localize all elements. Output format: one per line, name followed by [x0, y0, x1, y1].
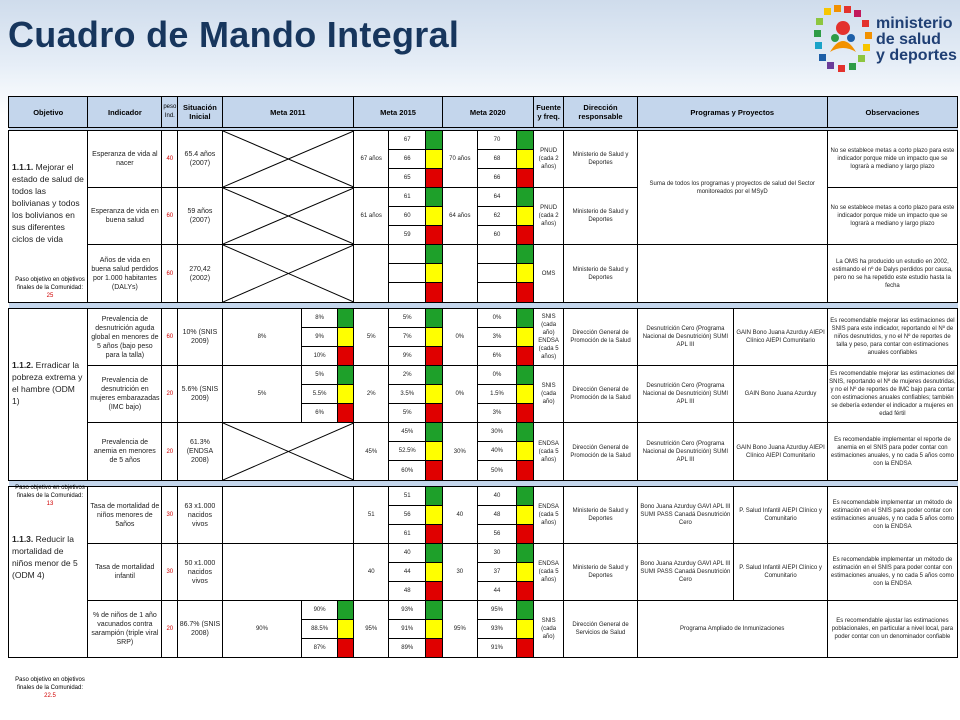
green-light — [337, 309, 354, 328]
programs-list: Bono Juana Azurduy GAVI APL III SUMI PASS Canadá Desnutrición Cero — [637, 544, 734, 601]
projects-list: GAIN Bono Juana Azurduy AIEPI Clínico AIEPI Comunitario — [734, 423, 828, 481]
meta-2020-target: 64 años — [442, 188, 477, 245]
table-row — [9, 131, 958, 150]
meta-2020-green: 64 — [477, 188, 517, 207]
objective-weight-value: 13 — [46, 501, 54, 507]
green-light — [517, 131, 534, 150]
initial-situation: 86.7% (SNIS 2008) — [178, 601, 222, 658]
meta-2020-red: 3% — [477, 404, 517, 423]
green-light — [517, 366, 534, 385]
meta-2015-green: 40 — [389, 544, 426, 563]
meta-2020-red: 44 — [477, 582, 517, 601]
meta-2015-yellow: 52.5% — [389, 442, 426, 461]
meta-2011-yellow: 9% — [302, 328, 337, 347]
meta-2015-target: 5% — [354, 309, 389, 366]
projects-list: P. Salud Infantil AIEPI Clínico y Comunitario — [734, 544, 828, 601]
red-light — [517, 582, 534, 601]
observations: Es recomendable implementar el reporte de anemia en el SNIS para poder contar con estimaciones anuales, y no cada 5 años como con la ENDSA — [827, 423, 957, 481]
col-indicador: Indicador — [88, 97, 162, 128]
red-light — [426, 226, 443, 245]
red-light — [426, 347, 443, 366]
meta-2020-yellow: 62 — [477, 207, 517, 226]
objective-cell — [9, 309, 88, 481]
indicator-name: Prevalencia de desnutrición aguda global en menores de 5 años (bajo peso para la talla) — [88, 309, 162, 366]
red-light — [517, 639, 534, 658]
yellow-light — [517, 150, 534, 169]
table-row — [9, 423, 958, 442]
observations: Es recomendable ajustar las estimaciones poblacionales, en particular a nivel local, para poder contar con un denominador confiable — [827, 601, 957, 658]
indicator-name: Esperanza de vida en buena salud — [88, 188, 162, 245]
green-light — [426, 601, 443, 620]
yellow-light — [517, 207, 534, 226]
objective-weight-box-1 — [10, 276, 90, 300]
meta-2015-target: 40 — [354, 544, 389, 601]
green-light — [337, 601, 354, 620]
meta-2015-red: 89% — [389, 639, 426, 658]
meta-2015-target: 51 — [354, 487, 389, 544]
objective-number: 1.1.2. — [12, 360, 34, 370]
green-light — [517, 487, 534, 506]
meta-2020-red: 60 — [477, 226, 517, 245]
yellow-light — [517, 506, 534, 525]
initial-situation: 63 x1.000 nacidos vivos — [178, 487, 222, 544]
page-title: Cuadro de Mando Integral — [8, 14, 460, 55]
objective-weight-label: Paso objetivo en objetivos finales de la Comunidad: — [15, 485, 85, 499]
objective-text: Erradicar la pobreza extrema y el hambre (ODM 1) — [12, 360, 83, 406]
responsible-direction: Dirección General de Promoción de la Salud — [564, 309, 637, 366]
col-programas: Programas y Proyectos — [637, 97, 827, 128]
meta-2020-red: 91% — [477, 639, 517, 658]
meta-2011-red: 6% — [302, 404, 337, 423]
programs-list: Desnutrición Cero (Programa Nacional de Desnutrición) SUMI APL III — [637, 309, 734, 366]
indicator-name: Esperanza de vida al nacer — [88, 131, 162, 188]
indicator-weight: 20 — [162, 366, 178, 423]
meta-2015-yellow: 3.5% — [389, 385, 426, 404]
yellow-light — [426, 264, 443, 283]
responsible-direction: Ministerio de Salud y Deportes — [564, 131, 637, 188]
source-frequency: PNUD (cada 2 años) — [533, 188, 564, 245]
green-light — [426, 544, 443, 563]
yellow-light — [426, 150, 443, 169]
meta-2020-target: 0% — [442, 366, 477, 423]
meta-2015-yellow: 7% — [389, 328, 426, 347]
objective-weight-box-2 — [10, 484, 90, 508]
meta-2020-yellow: 37 — [477, 563, 517, 582]
indicator-weight: 30 — [162, 544, 178, 601]
meta-2015-red: 5% — [389, 404, 426, 423]
green-light — [426, 423, 443, 442]
initial-situation: 10% (SNIS 2009) — [178, 309, 222, 366]
yellow-light — [337, 328, 354, 347]
meta-2015-red: 61 — [389, 525, 426, 544]
not-applicable-cell — [222, 245, 354, 303]
red-light — [517, 226, 534, 245]
meta-2011-green: 8% — [302, 309, 337, 328]
not-applicable-cell — [222, 188, 354, 245]
green-light — [517, 601, 534, 620]
initial-situation: 5.6% (SNIS 2009) — [178, 366, 222, 423]
observations: Es recomendable implementar un método de estimación en el SNIS para poder contar con estimaciones anuales, y no cada 5 años como con la ENDSA — [827, 487, 957, 544]
meta-2020-red: 50% — [477, 461, 517, 481]
meta-2011-target: 5% — [222, 366, 302, 423]
meta-2020-green: 0% — [477, 366, 517, 385]
meta-2015-target: 45% — [354, 423, 389, 481]
meta-2015-green: 67 — [389, 131, 426, 150]
observations: Es recomendable mejorar las estimaciones del SNIS para este indicador, reportando el Nº de niños desnutridos, y no el Nº de reportes de talla y peso, para contar con estimaciones anuales confiables — [827, 309, 957, 366]
yellow-light — [517, 442, 534, 461]
meta-2015-green: 5% — [389, 309, 426, 328]
col-situacion: Situación Inicial — [178, 97, 222, 128]
responsible-direction: Dirección General de Servicios de Salud — [564, 601, 637, 658]
meta-2020-target: 30 — [442, 544, 477, 601]
meta-2015-yellow: 44 — [389, 563, 426, 582]
green-light — [426, 188, 443, 207]
green-light — [426, 309, 443, 328]
indicator-name: Tasa de mortalidad infantil — [88, 544, 162, 601]
observations: Es recomendable mejorar las estimaciones del SNIS, reportando el Nº de mujeres desnutridas, y no el Nº de reportes de IMC bajo para contar con estimaciones anuales confiables; también se debería extender el indicador a mujeres en edad fértil — [827, 366, 957, 423]
programs-projects: Programa Ampliado de Inmunizaciones — [637, 601, 827, 658]
meta-2020-green: 0% — [477, 309, 517, 328]
meta-2015-target: 67 años — [354, 131, 389, 188]
red-light — [426, 169, 443, 188]
ministry-logo — [810, 2, 960, 88]
meta-2015-green: 2% — [389, 366, 426, 385]
red-light — [517, 404, 534, 423]
initial-situation: 59 años (2007) — [178, 188, 222, 245]
logo-line-3: y deportes — [876, 47, 957, 64]
responsible-direction: Ministerio de Salud y Deportes — [564, 544, 637, 601]
ministry-emblem-icon — [810, 2, 876, 88]
green-light — [517, 188, 534, 207]
indicator-weight: 60 — [162, 245, 178, 303]
objective-weight-box-3 — [10, 676, 90, 700]
objective-text: Mejorar el estado de salud de todos las bolivianas y todos los bolivianos en sus diferentes ciclos de vida — [12, 162, 84, 244]
yellow-light — [426, 442, 443, 461]
green-light — [426, 366, 443, 385]
projects-list: GAIN Bono Juana Azurduy — [734, 366, 828, 423]
meta-2020-green: 30 — [477, 544, 517, 563]
yellow-light — [517, 328, 534, 347]
meta-2020-red: 6% — [477, 347, 517, 366]
logo-line-1: ministerio — [876, 15, 953, 32]
meta-2015-green: 93% — [389, 601, 426, 620]
col-fuente: Fuente y freq. — [533, 97, 564, 128]
meta-2015-target — [354, 245, 389, 303]
objective-cell — [9, 487, 88, 658]
indicator-name: % de niños de 1 año vacunados contra sarampión (triple viral SRP) — [88, 601, 162, 658]
programs-list: Desnutrición Cero (Programa Nacional de Desnutrición) SUMI APL III — [637, 423, 734, 481]
red-light — [337, 639, 354, 658]
meta-2011-red: 10% — [302, 347, 337, 366]
meta-2011-target: 90% — [222, 601, 302, 658]
programs-projects: Suma de todos los programas y proyectos de salud del Sector monitoreados por el MSyD — [637, 131, 827, 245]
green-light — [426, 131, 443, 150]
meta-2020-yellow: 40% — [477, 442, 517, 461]
meta-2015-target: 61 años — [354, 188, 389, 245]
green-light — [517, 245, 534, 264]
objective-number: 1.1.3. — [12, 534, 34, 544]
meta-2020-green: 95% — [477, 601, 517, 620]
meta-2020-target: 95% — [442, 601, 477, 658]
yellow-light — [517, 385, 534, 404]
observations: No se establece metas a corto plazo para este indicador porque mide un impacto que se lograrà a mediano y largo plazo — [827, 188, 957, 245]
yellow-light — [517, 563, 534, 582]
meta-2020-red: 56 — [477, 525, 517, 544]
indicator-name: Prevalencia de desnutrición en mujeres embarazadas (IMC bajo) — [88, 366, 162, 423]
objective-number: 1.1.1. — [12, 162, 34, 172]
green-light — [517, 423, 534, 442]
meta-2020-yellow: 48 — [477, 506, 517, 525]
red-light — [337, 404, 354, 423]
red-light — [517, 169, 534, 188]
objective-text: Reducir la mortalidad de niños menor de 5 (ODM 4) — [12, 534, 78, 580]
initial-situation: 61.3% (ENDSA 2008) — [178, 423, 222, 481]
meta-2015-red: 9% — [389, 347, 426, 366]
meta-2011-empty — [222, 487, 354, 544]
objective-weight-value: 25 — [46, 293, 54, 299]
table-row — [9, 309, 958, 328]
yellow-light — [337, 385, 354, 404]
meta-2015-yellow: 66 — [389, 150, 426, 169]
table-row — [9, 601, 958, 620]
col-peso: peso Ind. — [162, 97, 178, 128]
indicator-weight: 60 — [162, 188, 178, 245]
col-objetivo: Objetivo — [9, 97, 88, 128]
source-frequency: SNIS (cada año) ENDSA (cada 5 años) — [533, 309, 564, 366]
not-applicable-cell — [222, 423, 354, 481]
source-frequency: OMS — [533, 245, 564, 303]
indicator-weight: 30 — [162, 487, 178, 544]
indicator-name: Prevalencia de anemia en menores de 5 años — [88, 423, 162, 481]
meta-2015-target: 2% — [354, 366, 389, 423]
red-light — [426, 461, 443, 481]
yellow-light — [517, 620, 534, 639]
red-light — [426, 283, 443, 303]
responsible-direction: Ministerio de Salud y Deportes — [564, 487, 637, 544]
initial-situation: 65.4 años (2007) — [178, 131, 222, 188]
programs-projects-empty — [637, 245, 827, 303]
col-meta2020: Meta 2020 — [442, 97, 533, 128]
responsible-direction: Ministerio de Salud y Deportes — [564, 188, 637, 245]
meta-2015-yellow: 56 — [389, 506, 426, 525]
yellow-light — [337, 620, 354, 639]
meta-2020-target: 0% — [442, 309, 477, 366]
yellow-light — [426, 620, 443, 639]
indicator-weight: 60 — [162, 309, 178, 366]
green-light — [337, 366, 354, 385]
responsible-direction: Dirección General de Promoción de la Salud — [564, 366, 637, 423]
green-light — [517, 544, 534, 563]
meta-2011-yellow: 88.5% — [302, 620, 337, 639]
yellow-light — [426, 385, 443, 404]
col-observaciones: Observaciones — [827, 97, 957, 128]
header-row — [9, 97, 958, 128]
red-light — [426, 525, 443, 544]
red-light — [517, 525, 534, 544]
yellow-light — [517, 264, 534, 283]
source-frequency: ENDSA (cada 5 años) — [533, 487, 564, 544]
initial-situation: 270,42 (2002) — [178, 245, 222, 303]
programs-list: Desnutrición Cero (Programa Nacional de Desnutrición) SUMI APL III — [637, 366, 734, 423]
scorecard-frame — [8, 96, 958, 718]
meta-2011-yellow: 5.5% — [302, 385, 337, 404]
meta-2015-red: 65 — [389, 169, 426, 188]
red-light — [337, 347, 354, 366]
projects-list: GAIN Bono Juana Azurduy AIEPI Clínico AIEPI Comunitario — [734, 309, 828, 366]
meta-2020-green: 30% — [477, 423, 517, 442]
source-frequency: SNIS (cada año) — [533, 366, 564, 423]
meta-2020-yellow: 68 — [477, 150, 517, 169]
meta-2015-red: 59 — [389, 226, 426, 245]
green-light — [426, 245, 443, 264]
yellow-light — [426, 506, 443, 525]
table-row — [9, 487, 958, 506]
indicator-name: Tasa de mortalidad de niños menores de 5años — [88, 487, 162, 544]
col-meta2011: Meta 2011 — [222, 97, 354, 128]
red-light — [426, 404, 443, 423]
meta-2020-green: 40 — [477, 487, 517, 506]
table-row — [9, 544, 958, 563]
observations: La OMS ha producido un estudio en 2002, estimando el nº de Dalys perdidos por causa, pero no se ha repetido este estudio hasta la fecha — [827, 245, 957, 303]
meta-2020-red: 66 — [477, 169, 517, 188]
responsible-direction: Dirección General de Promoción de la Salud — [564, 423, 637, 481]
meta-2020-yellow: 3% — [477, 328, 517, 347]
yellow-light — [426, 563, 443, 582]
meta-2020-target: 70 años — [442, 131, 477, 188]
meta-2015-green: 45% — [389, 423, 426, 442]
meta-2015-red: 48 — [389, 582, 426, 601]
meta-2015-red: 60% — [389, 461, 426, 481]
scorecard-table — [8, 96, 958, 658]
meta-2020-yellow: 1.5% — [477, 385, 517, 404]
meta-2015-yellow: 91% — [389, 620, 426, 639]
red-light — [517, 283, 534, 303]
source-frequency: PNUD (cada 2 años) — [533, 131, 564, 188]
indicator-weight: 20 — [162, 601, 178, 658]
meta-2020-target: 40 — [442, 487, 477, 544]
red-light — [426, 639, 443, 658]
yellow-light — [426, 328, 443, 347]
green-light — [426, 487, 443, 506]
meta-2011-green: 90% — [302, 601, 337, 620]
red-light — [517, 461, 534, 481]
logo-line-2: de salud — [876, 31, 941, 48]
green-light — [517, 309, 534, 328]
red-light — [517, 347, 534, 366]
table-row — [9, 366, 958, 385]
objective-weight-value: 22.5 — [44, 693, 56, 699]
meta-2015-target: 95% — [354, 601, 389, 658]
meta-2020-target — [442, 245, 477, 303]
programs-list: Bono Juana Azurduy GAVI APL III SUMI PASS Canadá Desnutrición Cero — [637, 487, 734, 544]
meta-2011-red: 87% — [302, 639, 337, 658]
objective-weight-label: Paso objetivo en objetivos finales de la Comunidad: — [15, 677, 85, 691]
indicator-name: Años de vida en buena salud perdidos por 1.000 habitantes (DALYs) — [88, 245, 162, 303]
meta-2020-green: 70 — [477, 131, 517, 150]
meta-2015-yellow: 60 — [389, 207, 426, 226]
table-row — [9, 245, 958, 264]
source-frequency: SNIS (cada año) — [533, 601, 564, 658]
meta-2011-green: 5% — [302, 366, 337, 385]
initial-situation: 50 x1.000 nacidos vivos — [178, 544, 222, 601]
meta-2015-green: 61 — [389, 188, 426, 207]
col-direccion: Dirección responsable — [564, 97, 637, 128]
meta-2020-yellow: 93% — [477, 620, 517, 639]
yellow-light — [426, 207, 443, 226]
projects-list: P. Salud Infantil AIEPI Clínico y Comunitario — [734, 487, 828, 544]
meta-2020-target: 30% — [442, 423, 477, 481]
indicator-weight: 40 — [162, 131, 178, 188]
meta-2011-empty — [222, 544, 354, 601]
col-meta2015: Meta 2015 — [354, 97, 443, 128]
not-applicable-cell — [222, 131, 354, 188]
observations: Es recomendable implementar un método de estimación en el SNIS para poder contar con estimaciones anuales, y no cada 5 años como con la ENDSA — [827, 544, 957, 601]
red-light — [426, 582, 443, 601]
source-frequency: ENDSA (cada 5 años) — [533, 544, 564, 601]
meta-2015-green: 51 — [389, 487, 426, 506]
meta-2011-target: 8% — [222, 309, 302, 366]
source-frequency: ENDSA (cada 5 años) — [533, 423, 564, 481]
responsible-direction: Ministerio de Salud y Deportes — [564, 245, 637, 303]
indicator-weight: 20 — [162, 423, 178, 481]
observations: No se establece metas a corto plazo para este indicador porque mide un impacto que se lograrà a mediano y largo plazo — [827, 131, 957, 188]
objective-weight-label: Paso objetivo en objetivos finales de la Comunidad: — [15, 277, 85, 291]
